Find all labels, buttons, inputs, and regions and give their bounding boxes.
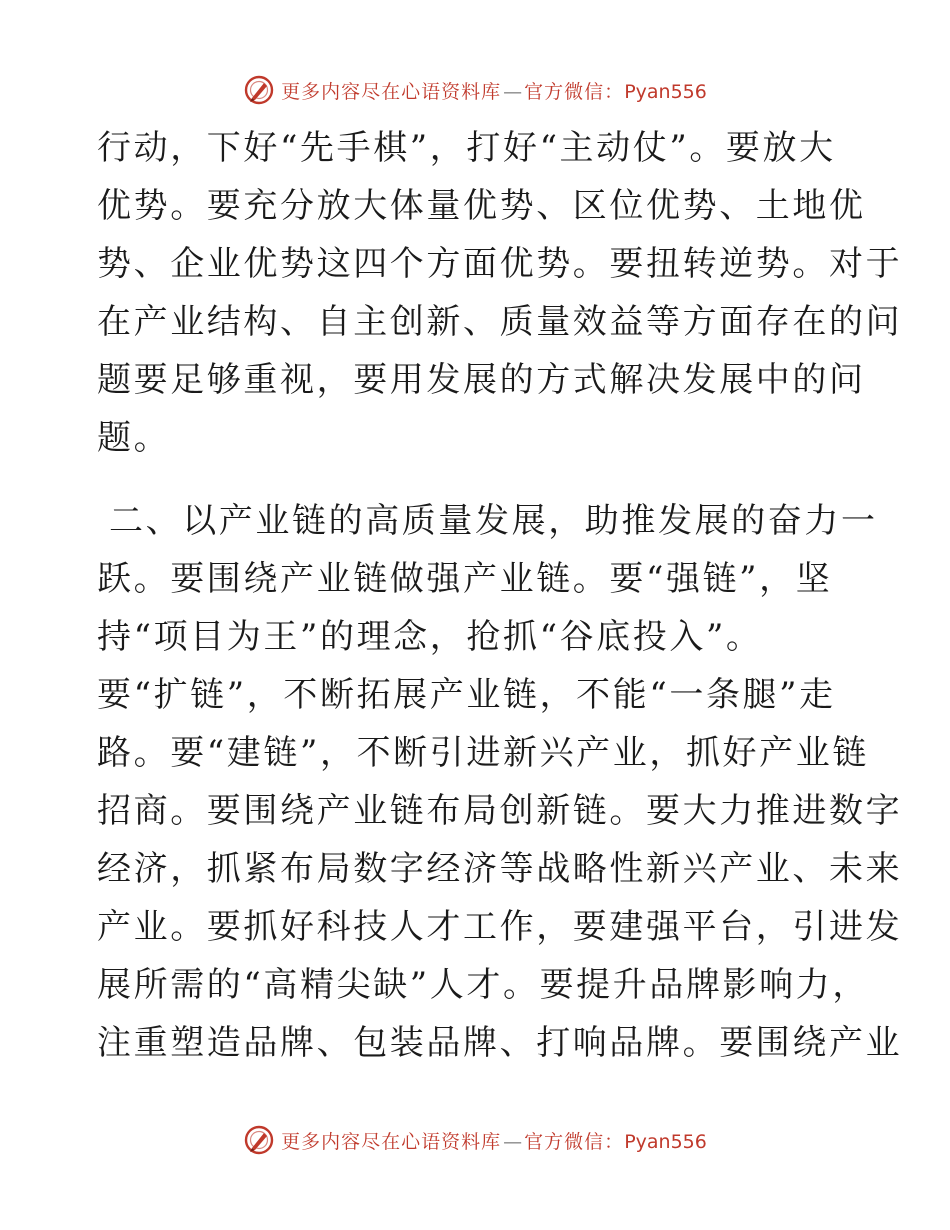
text-line: 经济，抓紧布局数字经济等战略性新兴产业、未来 bbox=[97, 849, 903, 889]
paragraph-1 bbox=[97, 119, 903, 467]
paragraph-gap bbox=[97, 467, 857, 492]
text-line: 优势。要充分放大体量优势、区位优势、土地优 bbox=[97, 186, 866, 226]
text-line: 题。 bbox=[97, 418, 171, 458]
text-line: 展所需的“高精尖缺”人才。要提升品牌影响力， bbox=[97, 965, 869, 1005]
text-line: 持“项目为王”的理念，抢抓“谷底投入”。 bbox=[97, 617, 763, 657]
text-line: 势、企业优势这四个方面优势。要扭转逆势。对于 bbox=[97, 244, 903, 284]
footer-banner-separator: — bbox=[503, 1130, 523, 1153]
header-banner-main: 更多内容尽在心语资料库 bbox=[281, 80, 502, 103]
text-line: 行动，下好“先手棋”，打好“主动仗”。要放大 bbox=[97, 128, 836, 168]
header-banner-separator: — bbox=[503, 80, 523, 103]
header-banner-wechat-id: Pyan556 bbox=[624, 80, 707, 103]
footer-watermark-text bbox=[281, 1127, 707, 1154]
text-line: 招商。要围绕产业链布局创新链。要大力推进数字 bbox=[97, 791, 903, 831]
text-line: 路。要“建链”，不断引进新兴产业，抓好产业链 bbox=[97, 733, 869, 773]
document-body bbox=[97, 119, 903, 1072]
text-line: 在产业结构、自主创新、质量效益等方面存在的问 bbox=[97, 302, 903, 342]
footer-banner-main: 更多内容尽在心语资料库 bbox=[281, 1130, 502, 1153]
footer-watermark-banner bbox=[0, 1123, 950, 1157]
pen-logo-icon bbox=[243, 1124, 275, 1156]
text-line: 二、以产业链的高质量发展，助推发展的奋力一 bbox=[109, 501, 878, 541]
text-line: 注重塑造品牌、包装品牌、打响品牌。要围绕产业 bbox=[97, 1023, 903, 1063]
header-banner-wechat-label: 官方微信： bbox=[524, 80, 625, 103]
text-line: 跃。要围绕产业链做强产业链。要“强链”，坚 bbox=[97, 559, 833, 599]
footer-banner-wechat-id: Pyan556 bbox=[624, 1130, 707, 1153]
footer-banner-wechat-label: 官方微信： bbox=[524, 1130, 625, 1153]
header-watermark-banner bbox=[0, 73, 950, 107]
pen-logo-icon bbox=[243, 74, 275, 106]
text-line: 要“扩链”，不断拓展产业链，不能“一条腿”走 bbox=[97, 675, 836, 715]
text-line: 题要足够重视，要用发展的方式解决发展中的问 bbox=[97, 360, 866, 400]
header-watermark-text bbox=[281, 77, 707, 104]
text-line: 产业。要抓好科技人才工作，要建强平台，引进发 bbox=[97, 907, 903, 947]
paragraph-2 bbox=[97, 492, 903, 1072]
